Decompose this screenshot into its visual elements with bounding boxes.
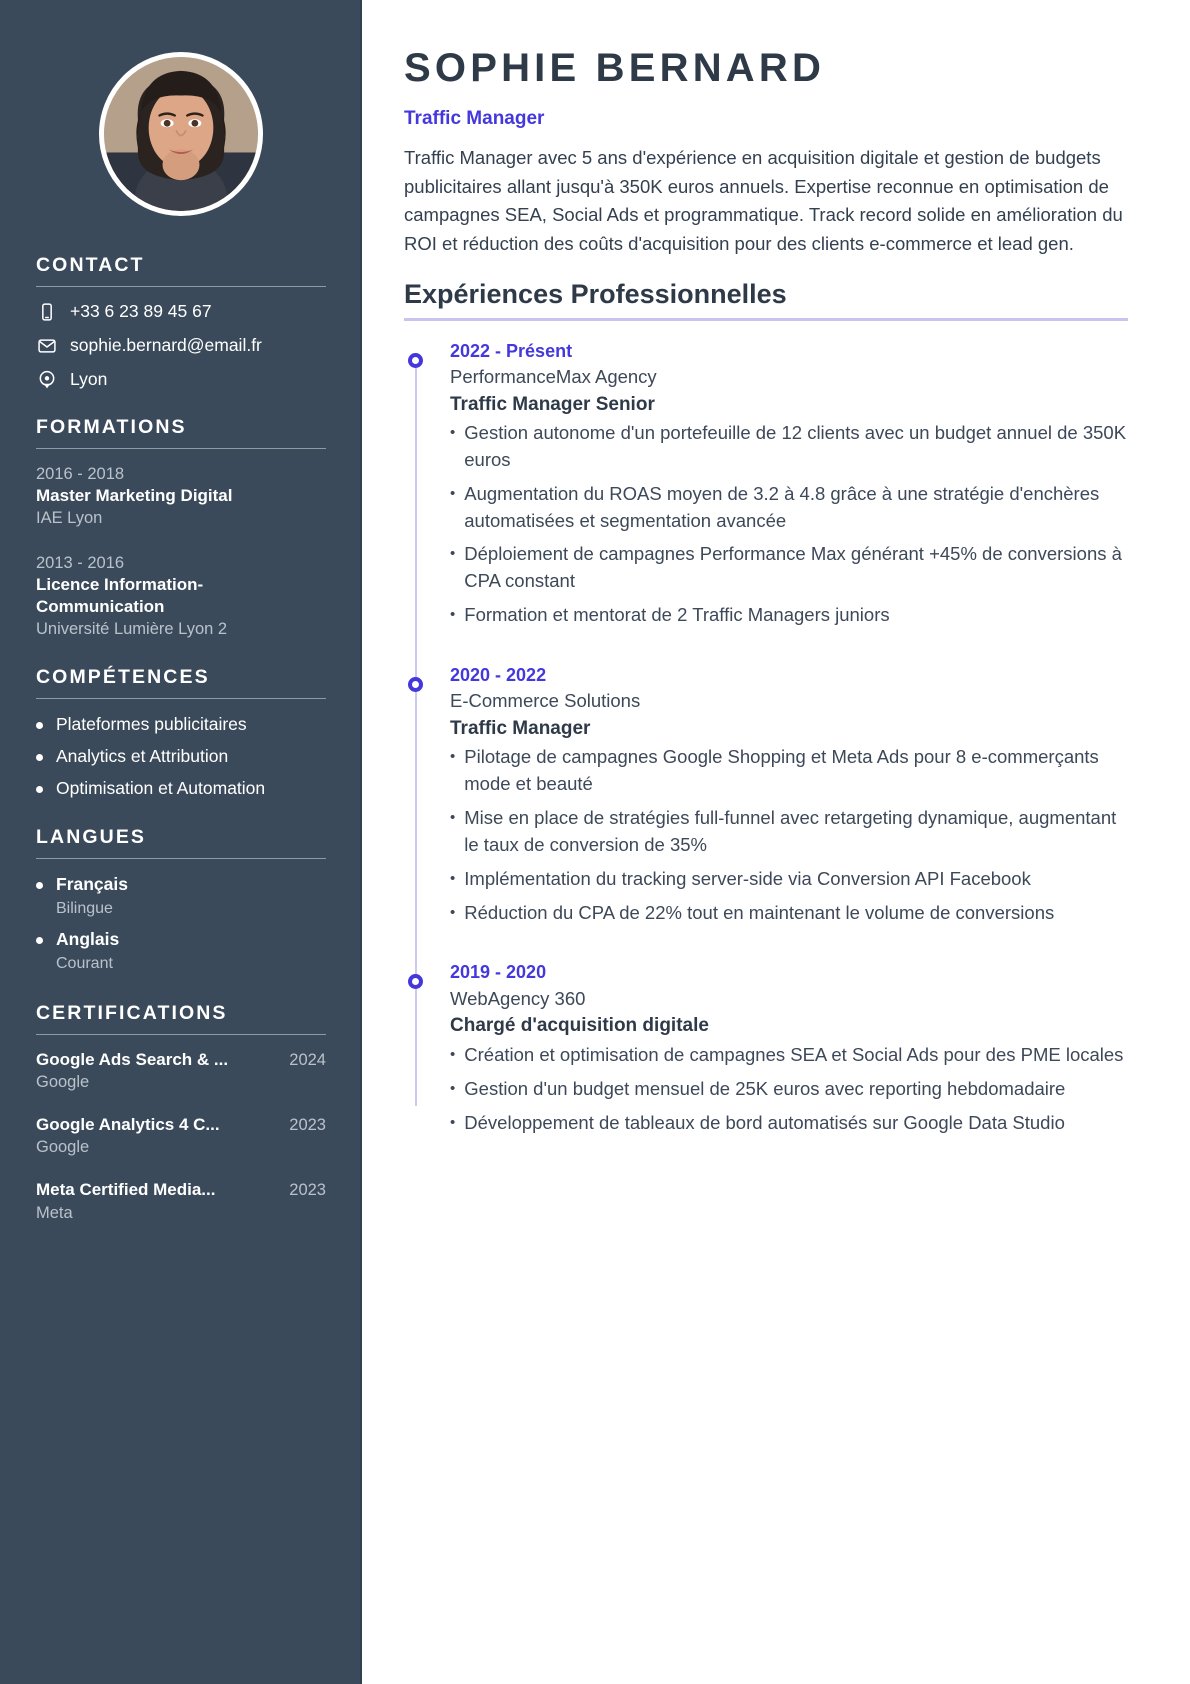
list-item: [450, 866, 1128, 893]
job-title: Traffic Manager: [404, 108, 545, 129]
bullet-dot-icon: [36, 937, 43, 944]
bullet-text: Gestion autonome d'un portefeuille de 12 clients avec un budget annuel de 350K euros: [464, 422, 1127, 471]
divider: [36, 858, 326, 859]
experience-bullets: [450, 744, 1128, 926]
bullet-text: Implémentation du tracking server-side via Conversion API Facebook: [464, 867, 1031, 889]
bullet-dot-icon: [36, 882, 43, 889]
experience-date: 2022 - Présent: [450, 340, 573, 361]
divider: [36, 698, 326, 699]
timeline-marker-icon: [408, 353, 423, 368]
experience-date: 2019 - 2020: [450, 962, 547, 983]
competences-heading: COMPÉTENCES: [36, 666, 210, 689]
contact-email-value: sophie.bernard@email.fr: [70, 335, 262, 355]
bullet-dot-icon: [36, 786, 43, 793]
bullet-text: Formation et mentorat de 2 Traffic Managers juniors: [464, 604, 890, 626]
list-item: [36, 713, 326, 737]
bullet-text: Gestion d'un budget mensuel de 25K euros avec reporting hebdomadaire: [464, 1077, 1066, 1099]
section-divider: [404, 318, 1128, 321]
education-date: 2016 - 2018: [36, 465, 125, 483]
experience-role: Traffic Manager Senior: [450, 393, 655, 415]
language-level: Courant: [56, 955, 113, 973]
bullet-dot-icon: •: [450, 748, 456, 766]
certification-item: [36, 1179, 326, 1225]
competences-section: [36, 666, 326, 800]
experience-bullets: [450, 420, 1128, 629]
bullet-dot-icon: •: [450, 1079, 456, 1097]
language-name: Anglais: [56, 929, 120, 950]
list-item: [36, 873, 326, 920]
competence-label: Optimisation et Automation: [56, 777, 266, 798]
bullet-dot-icon: •: [450, 1113, 456, 1131]
bullet-dot-icon: •: [450, 869, 456, 887]
contact-heading: CONTACT: [36, 254, 145, 276]
bullet-text: Augmentation du ROAS moyen de 3.2 à 4.8 grâce à une stratégie d'enchères automatisées et segmentation avancée: [464, 482, 1100, 531]
certification-name: Meta Certified Media...: [36, 1179, 216, 1199]
education-item: [36, 552, 326, 641]
language-name: Français: [56, 874, 128, 895]
experience-role: Traffic Manager: [450, 717, 591, 739]
competence-label: Analytics et Attribution: [56, 745, 229, 766]
list-item: [450, 1076, 1128, 1103]
timeline-line: [415, 353, 417, 1107]
certification-issuer: Google: [36, 1138, 90, 1157]
education-school: Université Lumière Lyon 2: [36, 620, 228, 639]
bullet-dot-icon: •: [450, 484, 456, 502]
list-item: [450, 1042, 1128, 1069]
certification-year: 2024: [289, 1050, 326, 1069]
certification-issuer: Google: [36, 1073, 90, 1092]
list-item: [36, 777, 326, 801]
profile-summary: Traffic Manager avec 5 ans d'expérience en acquisition digitale et gestion de budgets publicitaires allant jusqu'à 350K euros annuels. Expertise reconnue en optimisation de campagnes SEA, Social Ads et programmatique. Track record solide en amélioration du ROI et réduction des coûts d'acquisition pour des clients e-commerce et lead gen.: [404, 147, 1123, 255]
competences-list: [36, 713, 326, 800]
experience-company: PerformanceMax Agency: [450, 365, 657, 387]
experience-role: Chargé d'acquisition digitale: [450, 1015, 709, 1037]
bullet-text: Création et optimisation de campagnes SEA et Social Ads pour des PME locales: [464, 1043, 1124, 1065]
list-item: [450, 1110, 1128, 1137]
certifications-heading: CERTIFICATIONS: [36, 1001, 228, 1024]
experience-item: [450, 960, 1128, 1136]
education-degree: Licence Information-Communication: [36, 574, 204, 616]
experience-date: 2020 - 2022: [450, 664, 547, 685]
langues-list: [36, 873, 326, 975]
experience-item: [450, 663, 1128, 926]
certifications-section: [36, 1002, 326, 1225]
bullet-dot-icon: •: [450, 1045, 456, 1063]
list-item: [450, 541, 1128, 595]
certification-item: [36, 1049, 326, 1095]
bullet-dot-icon: •: [450, 606, 456, 624]
experience-item: [450, 339, 1128, 629]
contact-phone[interactable]: [36, 301, 326, 322]
divider: [36, 1034, 326, 1035]
experience-heading: Expériences Professionnelles: [404, 278, 787, 309]
divider: [36, 448, 326, 449]
list-item: [36, 928, 326, 975]
bullet-text: Déploiement de campagnes Performance Max générant +45% de conversions à CPA constant: [464, 543, 1122, 592]
education-school: IAE Lyon: [36, 509, 103, 528]
list-item: [450, 602, 1128, 629]
contact-phone-value: +33 6 23 89 45 67: [70, 301, 212, 321]
contact-section: [36, 254, 326, 390]
certification-item: [36, 1114, 326, 1160]
bullet-text: Réduction du CPA de 22% tout en maintenant le volume de conversions: [464, 901, 1055, 923]
email-icon: [36, 335, 57, 356]
contact-email[interactable]: [36, 335, 326, 356]
list-item: [36, 745, 326, 769]
competence-label: Plateformes publicitaires: [56, 714, 247, 735]
main-content: [362, 0, 1190, 1684]
divider: [36, 286, 326, 287]
bullet-text: Mise en place de stratégies full-funnel avec retargeting dynamique, augmentant le taux de conversion de 35%: [464, 807, 1117, 855]
experience-bullets: [450, 1042, 1128, 1136]
education-degree: Master Marketing Digital: [36, 486, 233, 506]
list-item: [450, 420, 1128, 474]
bullet-text: Pilotage de campagnes Google Shopping et Meta Ads pour 8 e-commerçants mode et beauté: [464, 746, 1099, 795]
bullet-dot-icon: [36, 722, 43, 729]
bullet-dot-icon: •: [450, 903, 456, 921]
certification-name: Google Analytics 4 C...: [36, 1114, 220, 1134]
timeline-marker-icon: [408, 677, 423, 692]
formations-heading: FORMATIONS: [36, 416, 187, 438]
certification-year: 2023: [289, 1180, 326, 1199]
language-level: Bilingue: [56, 899, 113, 917]
list-item: [450, 900, 1128, 927]
bullet-text: Développement de tableaux de bord automatisés sur Google Data Studio: [464, 1111, 1065, 1133]
experience-company: WebAgency 360: [450, 987, 586, 1009]
certification-issuer: Meta: [36, 1203, 73, 1222]
certification-name: Google Ads Search & ...: [36, 1049, 229, 1069]
langues-heading: LANGUES: [36, 826, 147, 849]
bullet-dot-icon: [36, 754, 43, 761]
page-title: SOPHIE BERNARD: [404, 46, 826, 90]
education-date: 2013 - 2016: [36, 553, 125, 572]
education-item: [36, 463, 326, 530]
sidebar: [0, 0, 362, 1684]
avatar: [99, 52, 263, 216]
experience-company: E-Commerce Solutions: [450, 690, 641, 712]
list-item: [450, 805, 1128, 859]
experience-timeline: [404, 339, 1128, 1137]
timeline-marker-icon: [408, 974, 423, 989]
formations-section: [36, 416, 326, 640]
list-item: [450, 744, 1128, 798]
bullet-dot-icon: •: [450, 545, 456, 563]
contact-location[interactable]: [36, 369, 326, 390]
certification-year: 2023: [289, 1115, 326, 1134]
bullet-dot-icon: •: [450, 809, 456, 827]
phone-icon: [36, 301, 57, 322]
contact-location-value: Lyon: [70, 369, 108, 389]
profile-photo-wrapper: [36, 0, 326, 228]
langues-section: [36, 826, 326, 975]
list-item: [450, 481, 1128, 535]
location-icon: [36, 369, 57, 390]
bullet-dot-icon: •: [450, 424, 456, 442]
